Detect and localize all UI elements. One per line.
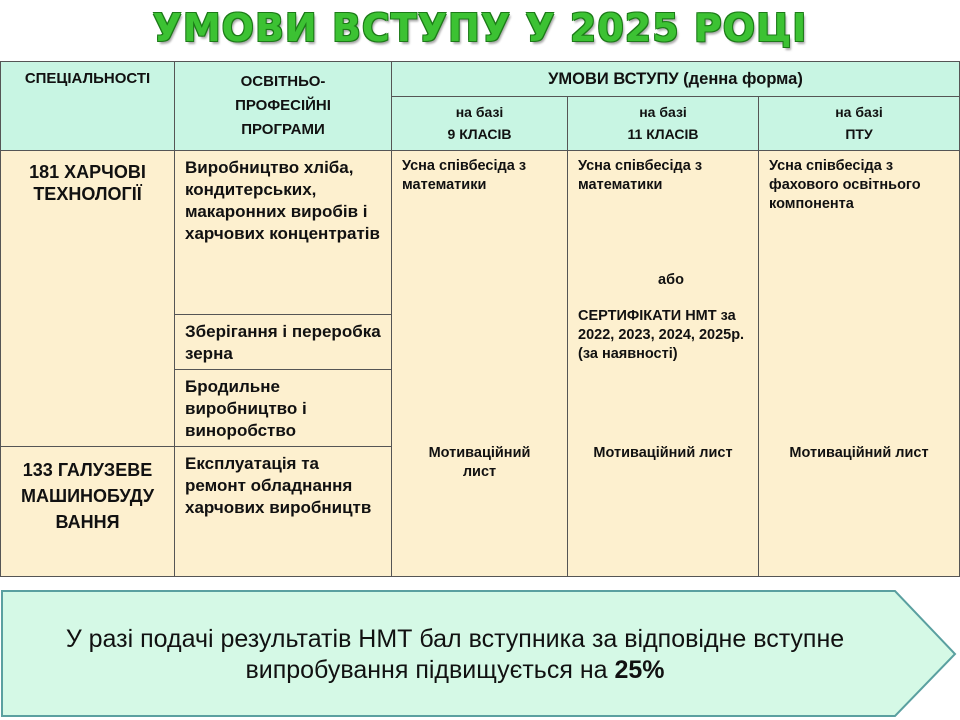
specialty-133: 133 ГАЛУЗЕВЕ МАШИНОБУДУ ВАННЯ xyxy=(1,447,175,577)
banner-text-line2 xyxy=(0,655,910,686)
base-11-availability: (за наявності) xyxy=(578,346,678,362)
banner-text-line1: У разі подачі результатів НМТ бал вступника за відповідне вступне xyxy=(65,625,845,653)
base-11-certificates xyxy=(578,307,752,364)
header-programs: ОСВІТНЬО-ПРОФЕСІЙНІ ПРОГРАМИ xyxy=(175,62,392,151)
banner-percent: 25% xyxy=(614,656,665,684)
conditions-base-ptu xyxy=(759,151,960,577)
header-base-9-line2: 9 КЛАСІВ xyxy=(447,126,512,142)
conditions-base-11 xyxy=(568,151,759,577)
specialty-181: 181 ХАРЧОВІ ТЕХНОЛОГІЇ xyxy=(1,151,175,447)
base-9-requirement: Усна співбесіда з математики xyxy=(402,158,527,193)
program-bread: Виробництво хліба, кондитерських, макаронних виробів і харчових концентратів xyxy=(175,151,392,315)
base-11-certificates-text: СЕРТИФІКАТИ НМТ за 2022, 2023, 2024, 2025р. xyxy=(578,308,745,343)
nmt-bonus-banner xyxy=(0,588,960,718)
header-base-9 xyxy=(392,97,568,151)
header-base-ptu xyxy=(759,97,960,151)
base-ptu-motivation-letter: Мотиваційний лист xyxy=(789,445,929,461)
base-9-motivation-letter: Мотиваційний лист xyxy=(428,445,531,480)
base-ptu-requirement: Усна співбесіда з фахового освітнього компонента xyxy=(769,158,921,212)
header-base-11-line2: 11 КЛАСІВ xyxy=(627,126,699,142)
admission-table xyxy=(0,61,960,577)
header-base-ptu-line2: ПТУ xyxy=(845,126,873,142)
header-base-11 xyxy=(568,97,759,151)
page-title: УМОВИ ВСТУПУ У 2025 РОЦІ xyxy=(152,6,808,50)
header-base-ptu-line1: на базі xyxy=(835,104,883,120)
program-grain: Зберігання і переробка зерна xyxy=(175,315,392,370)
header-base-9-line1: на базі xyxy=(455,104,504,120)
base-11-motivation-letter: Мотиваційний лист xyxy=(593,445,733,461)
program-equipment: Експлуатація та ремонт обладнання харчових виробництв xyxy=(175,447,392,577)
banner-text-line2-main: випробування підвищується на xyxy=(245,656,608,684)
base-11-or: або xyxy=(658,272,684,288)
program-brewing: Бродильне виробництво і виноробство xyxy=(175,370,392,447)
header-specialties: СПЕЦІАЛЬНОСТІ xyxy=(1,62,175,151)
banner-text xyxy=(0,624,910,686)
header-base-11-line1: на базі xyxy=(639,104,687,120)
conditions-base-9 xyxy=(392,151,568,577)
header-conditions: УМОВИ ВСТУПУ (денна форма) xyxy=(392,62,960,97)
base-11-requirement: Усна співбесіда з математики xyxy=(578,158,703,193)
